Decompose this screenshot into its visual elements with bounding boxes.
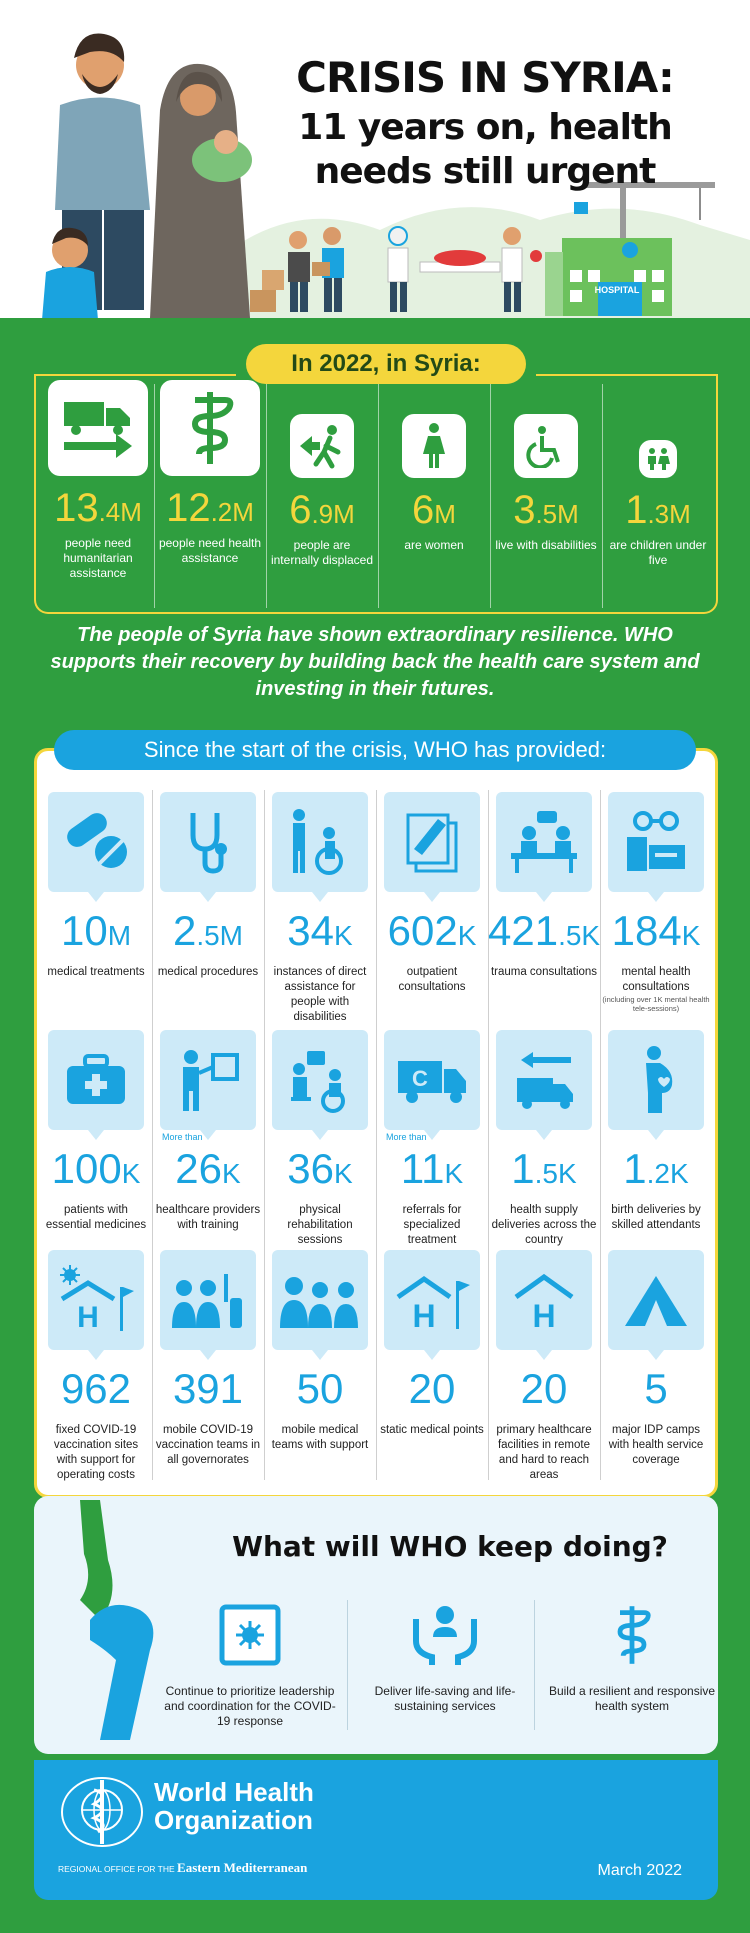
provided-value: 5 [644, 1365, 668, 1412]
pregnant-woman-icon [608, 1030, 704, 1130]
pills-icon [48, 792, 144, 892]
provided-item-mental-health [600, 792, 712, 1013]
provided-label: health supply deliveries across the country [491, 1204, 597, 1246]
mother-figure [150, 64, 252, 318]
keep-item-resilient-system [542, 1600, 722, 1714]
provided-label: fixed COVID-19 vaccination sites with support for operating costs [53, 1424, 139, 1481]
stethoscope-icon [160, 792, 256, 892]
provided-label: mental health consultations [621, 966, 691, 993]
displaced-person-icon [290, 414, 354, 478]
tele-session-icon [608, 792, 704, 892]
provided-value: 20 [408, 1365, 456, 1412]
provided-item-rehabilitation [264, 1030, 376, 1248]
org-name: World Health Organization [154, 1777, 314, 1835]
tent-icon [608, 1250, 704, 1350]
svg-text:H: H [77, 1301, 99, 1334]
provided-item-mobile-teams [264, 1250, 376, 1453]
provided-value: 50 [296, 1365, 344, 1412]
provided-value: 20 [520, 1365, 568, 1412]
provided-note: (including over 1K mental health tele-sessions) [602, 995, 710, 1013]
page-title [240, 50, 730, 194]
clipboard-pen-icon [384, 792, 480, 892]
provided-item-disability-assistance [264, 792, 376, 1025]
provided-item-procedures [152, 792, 264, 980]
stat-label: people are internally displaced [270, 538, 374, 567]
provided-heading: Since the start of the crisis, WHO has provided: [54, 730, 696, 770]
assistance-wheelchair-icon [272, 792, 368, 892]
woman-icon [402, 414, 466, 478]
provided-label: referrals for specialized treatment [402, 1204, 462, 1246]
stats-heading: In 2022, in Syria: [246, 344, 526, 384]
provided-item-static-points [376, 1250, 488, 1438]
provided-item-remote-facilities [488, 1250, 600, 1483]
provided-item-trauma [488, 792, 600, 980]
divider [347, 1600, 348, 1730]
ambulance-truck-icon [384, 1030, 480, 1130]
stat-label: people need humanitarian assistance [63, 536, 133, 580]
medical-team-icon [272, 1250, 368, 1350]
trainer-icon [160, 1030, 256, 1130]
hospital-house-icon [496, 1250, 592, 1350]
delivery-van-icon [496, 1030, 592, 1130]
provided-item-essential-medicines [40, 1030, 152, 1233]
provided-item-covid-teams [152, 1250, 264, 1468]
provided-value: 11K [400, 1145, 464, 1192]
provided-label: birth deliveries by skilled attendants [611, 1204, 701, 1231]
keep-item-label: Deliver life-saving and life-sustaining services [374, 1684, 516, 1713]
provided-label: medical procedures [157, 966, 259, 978]
stat-label: people need health assistance [158, 536, 262, 565]
provided-item-treatments [40, 792, 152, 980]
stat-label: are women [404, 538, 464, 552]
title-line-1: CRISIS IN SYRIA: [296, 53, 674, 102]
stat-value: 6.9M [289, 488, 355, 532]
provided-label: trauma consultations [490, 966, 598, 978]
who-emblem-icon [60, 1776, 144, 1848]
medical-kit-icon [48, 1030, 144, 1130]
provided-label: physical rehabilitation sessions [287, 1204, 353, 1246]
provided-value: 602K [387, 907, 477, 954]
stat-value: 3.5M [513, 488, 579, 532]
region-line: REGIONAL OFFICE FOR THE Eastern Mediterranean [58, 1860, 308, 1875]
hospital-building [545, 238, 672, 316]
svg-text:H: H [532, 1298, 556, 1333]
stat-value: 6M [412, 488, 456, 532]
provided-item-outpatient [376, 792, 488, 995]
rehabilitation-icon [272, 1030, 368, 1130]
provided-value: 34K [287, 907, 353, 954]
wheelchair-icon [514, 414, 578, 478]
keep-item-label: Continue to prioritize leadership and coordination for the COVID-19 response [164, 1684, 336, 1728]
resilience-statement: The people of Syria have shown extraordinary resilience. WHO supports their recovery by building back the health care system and investing in their futures. [50, 624, 700, 700]
publication-date: March 2022 [597, 1862, 682, 1879]
provided-value: 36K [287, 1145, 353, 1192]
provided-value: 2.5M [172, 907, 244, 954]
provided-label: major IDP camps with health service coverage [608, 1424, 704, 1466]
title-line-2: 11 years on, health [298, 107, 672, 148]
vaccination-team-icon [160, 1250, 256, 1350]
provided-item-supply-deliveries [488, 1030, 600, 1248]
provided-label: medical treatments [47, 966, 145, 978]
divider [534, 1600, 535, 1730]
children-icon [639, 440, 677, 478]
provided-value: 962 [60, 1365, 132, 1412]
provided-value: 26K [175, 1145, 241, 1192]
provided-label: primary healthcare facilities in remote and hard to reach areas [496, 1424, 592, 1481]
provided-label: patients with essential medicines [45, 1204, 147, 1231]
title-line-3: needs still urgent [314, 151, 656, 192]
stat-women [378, 380, 490, 553]
provided-label: instances of direct assistance for people with disabilities [273, 966, 367, 1023]
provided-value: 100K [51, 1145, 141, 1192]
health-serpent-icon [542, 1600, 722, 1670]
stat-value: 12.2M [166, 486, 254, 530]
provided-value: 1.2K [623, 1145, 689, 1192]
stat-value: 1.3M [625, 488, 691, 532]
provided-label: mobile medical teams with support [271, 1424, 369, 1451]
provided-item-birth-deliveries [600, 1030, 712, 1233]
stat-children [602, 380, 714, 568]
svg-text:C: C [412, 1066, 428, 1091]
covid-frame-icon [160, 1600, 340, 1670]
stat-health [154, 380, 266, 566]
svg-text:H: H [412, 1298, 436, 1333]
hospital-sign: HOSPITAL [594, 285, 640, 295]
stat-displaced [266, 380, 378, 568]
keep-item-label: Build a resilient and responsive health system [548, 1684, 716, 1713]
provided-item-idp-camps [600, 1250, 712, 1468]
provided-label: static medical points [380, 1424, 484, 1436]
stat-disabilities [490, 380, 602, 553]
stat-label: are children under five [609, 538, 707, 567]
medical-point-icon [384, 1250, 480, 1350]
hands-person-icon [355, 1600, 535, 1670]
provided-value: 10M [60, 907, 132, 954]
provided-value: 391 [172, 1365, 244, 1412]
provided-item-covid-sites [40, 1250, 152, 1483]
provided-item-referrals: C More than 11K referrals for specialized treatment [376, 1030, 488, 1248]
consultation-icon [496, 792, 592, 892]
keep-item-life-saving [355, 1600, 535, 1714]
provided-label: healthcare providers with training [155, 1204, 261, 1231]
stat-humanitarian [42, 380, 154, 581]
provided-label: mobile COVID-19 vaccination teams in all governorates [155, 1424, 261, 1466]
keep-item-covid-response [160, 1600, 340, 1729]
provided-item-training: More than 26K healthcare providers with training [152, 1030, 264, 1233]
provided-value: 184K [611, 907, 701, 954]
stat-value: 13.4M [54, 486, 142, 530]
covid-hospital-icon [48, 1250, 144, 1350]
truck-icon [48, 380, 148, 476]
header [0, 0, 750, 330]
health-serpent-icon [160, 380, 260, 476]
stat-label: live with disabilities [495, 538, 597, 552]
keep-doing-title: What will WHO keep doing? [232, 1530, 668, 1563]
provided-label: outpatient consultations [398, 966, 466, 993]
provided-value: 421.5K [488, 907, 601, 954]
provided-value: 1.5K [511, 1145, 577, 1192]
footer [34, 1760, 718, 1900]
